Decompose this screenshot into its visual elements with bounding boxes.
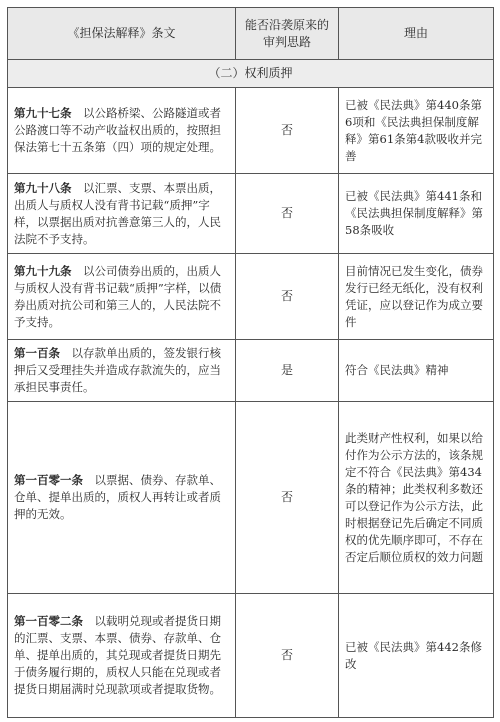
article-text: 以存款单出质的，签发银行核押后又受理挂失并造成存款流失的，应当承担民事责任。 <box>14 346 221 394</box>
article-number: 第一百零二条 <box>14 614 83 628</box>
table-row <box>8 594 494 718</box>
judgment-cell: 否 <box>236 174 339 254</box>
article-number: 第九十九条 <box>14 263 72 278</box>
comparison-table <box>7 7 494 718</box>
header-article: 《担保法解释》条文 <box>8 8 236 60</box>
reason-cell: 目前情况已发生变化，债券发行已经无纸化，没有权利凭证，应以登记作为成立要件 <box>339 254 494 340</box>
judgment-cell: 是 <box>236 340 339 402</box>
header-reason: 理由 <box>339 8 494 60</box>
reason-cell: 此类财产性权利，如果以给付作为公示方法的，该条规定不符合《民法典》第434条的精神；此类权利多数还可以登记作为公示方法，此时根据登记先后确定不同质权的优先顺序即可，不存在否定后顺位质权的效力问题 <box>339 402 494 594</box>
judgment-cell: 否 <box>236 594 339 718</box>
article-cell <box>8 254 236 340</box>
article-cell <box>8 340 236 402</box>
table-row <box>8 340 494 402</box>
table-row <box>8 254 494 340</box>
section-title: （二）权利质押 <box>8 60 494 88</box>
header-row <box>8 8 494 60</box>
article-text: 以载明兑现或者提货日期的汇票、支票、本票、债券、存款单、仓单、提单出质的，其兑现或者提货日期先于债务履行期的，质权人只能在兑现或者提货日期届满时兑现款项或者提取货物。 <box>14 614 221 696</box>
reason-cell: 符合《民法典》精神 <box>339 340 494 402</box>
article-number: 第一百条 <box>14 346 60 360</box>
table-row <box>8 88 494 174</box>
judgment-cell: 否 <box>236 254 339 340</box>
reason-cell: 已被《民法典》第441条和《民法典担保制度解释》第58条吸收 <box>339 174 494 254</box>
article-text: 以汇票、支票、本票出质，出质人与质权人没有背书记载“质押”字样，以票据出质对抗善意第三人的，人民法院不予支持。 <box>14 180 221 246</box>
article-text: 以公路桥梁、公路隧道或者公路渡口等不动产收益权出质的，按照担保法第七十五条第（四）项的规定处理。 <box>14 106 221 154</box>
article-cell <box>8 174 236 254</box>
article-number: 第九十八条 <box>14 180 72 195</box>
judgment-cell: 否 <box>236 88 339 174</box>
article-number: 第九十七条 <box>14 106 72 120</box>
table-row <box>8 402 494 594</box>
reason-cell: 已被《民法典》第442条修改 <box>339 594 494 718</box>
article-text: 以公司债券出质的，出质人与质权人没有背书记载“质押”字样，以债券出质对抗公司和第三人的，人民法院不予支持。 <box>14 263 222 329</box>
judgment-cell: 否 <box>236 402 339 594</box>
article-number: 第一百零一条 <box>14 473 83 487</box>
article-cell <box>8 88 236 174</box>
reason-cell: 已被《民法典》第440条第6项和《民法典担保制度解释》第61条第4款吸收并完善 <box>339 88 494 174</box>
article-cell <box>8 594 236 718</box>
article-cell <box>8 402 236 594</box>
table-row <box>8 174 494 254</box>
section-row <box>8 60 494 88</box>
header-judgment: 能否沿袭原来的审判思路 <box>236 8 339 60</box>
article-text: 以票据、债券、存款单、仓单、提单出质的，质权人再转让或者质押的无效。 <box>14 473 221 521</box>
